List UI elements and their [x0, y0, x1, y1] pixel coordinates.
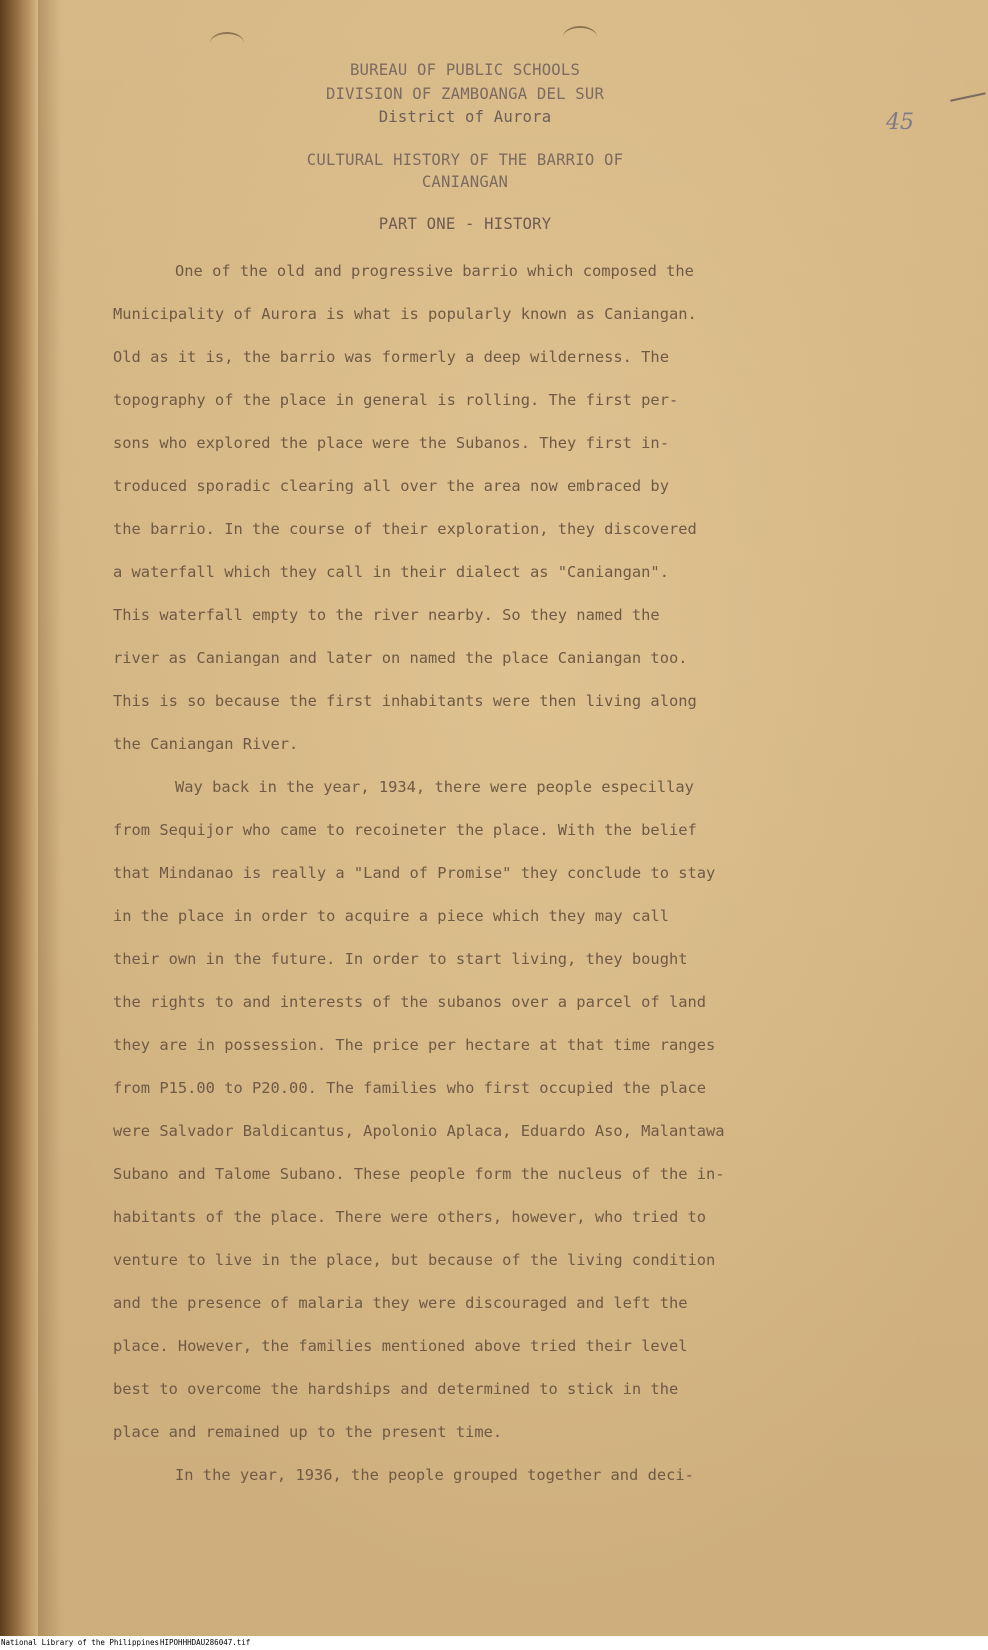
document-title-barrio: CANIANGAN	[421, 173, 509, 191]
binding-shadow	[38, 0, 62, 1636]
text-line: best to overcome the hardships and determined to stick in the	[113, 1380, 679, 1398]
text-line: the barrio. In the course of their exploration, they discovered	[113, 520, 697, 538]
edge-mark	[950, 92, 986, 101]
punch-hole-mark	[210, 32, 244, 54]
text-line: from Sequijor who came to recoineter the place. With the belief	[113, 821, 697, 839]
text-line: topography of the place in general is rolling. The first per-	[113, 391, 679, 409]
handwritten-page-number: 45	[886, 110, 914, 135]
text-line: river as Caniangan and later on named the place Caniangan too.	[113, 649, 688, 667]
text-line: This is so because the first inhabitants were then living along	[113, 692, 697, 710]
part-title: PART ONE - HISTORY	[378, 215, 552, 233]
text-line: and the presence of malaria they were discouraged and left the	[113, 1294, 688, 1312]
text-line: One of the old and progressive barrio which composed the	[175, 262, 694, 280]
header-division: DIVISION OF ZAMBOANGA DEL SUR	[325, 85, 605, 103]
text-line: their own in the future. In order to start living, they bought	[113, 950, 688, 968]
text-line: a waterfall which they call in their dialect as "Caniangan".	[113, 563, 669, 581]
header-district: District of Aurora	[378, 108, 552, 126]
text-line: sons who explored the place were the Subanos. They first in-	[113, 434, 669, 452]
text-line: venture to live in the place, but because of the living condition	[113, 1251, 716, 1269]
punch-hole-mark	[563, 26, 597, 48]
text-line: Subano and Talome Subano. These people form the nucleus of the in-	[113, 1165, 725, 1183]
text-line: troduced sporadic clearing all over the area now embraced by	[113, 477, 669, 495]
footer-library: National Library of the Philippines	[1, 1638, 160, 1647]
book-binding	[0, 0, 38, 1636]
text-line: Way back in the year, 1934, there were people especillay	[175, 778, 694, 796]
text-line: the Caniangan River.	[113, 735, 299, 753]
text-line: in the place in order to acquire a piece which they may call	[113, 907, 669, 925]
scan-footer	[0, 1637, 988, 1650]
text-line: they are in possession. The price per hectare at that time ranges	[113, 1036, 716, 1054]
text-line: habitants of the place. There were others, however, who tried to	[113, 1208, 707, 1226]
text-line: that Mindanao is really a "Land of Promise" they conclude to stay	[113, 864, 716, 882]
text-line: place and remained up to the present time.	[113, 1423, 503, 1441]
text-line: Old as it is, the barrio was formerly a deep wilderness. The	[113, 348, 669, 366]
text-line: were Salvador Baldicantus, Apolonio Aplaca, Eduardo Aso, Malantawa	[113, 1122, 725, 1140]
header-bureau: BUREAU OF PUBLIC SCHOOLS	[349, 61, 581, 79]
text-line: from P15.00 to P20.00. The families who first occupied the place	[113, 1079, 707, 1097]
text-line: This waterfall empty to the river nearby. So they named the	[113, 606, 660, 624]
document-title: CULTURAL HISTORY OF THE BARRIO OF	[306, 151, 624, 169]
body-text	[113, 256, 903, 1503]
text-line: the rights to and interests of the subanos over a parcel of land	[113, 993, 707, 1011]
text-line: In the year, 1936, the people grouped together and deci-	[175, 1466, 694, 1484]
text-line: Municipality of Aurora is what is popularly known as Caniangan.	[113, 305, 697, 323]
text-line: place. However, the families mentioned above tried their level	[113, 1337, 688, 1355]
footer-filename: HIPOHHHDAU286047.tif	[160, 1638, 251, 1647]
